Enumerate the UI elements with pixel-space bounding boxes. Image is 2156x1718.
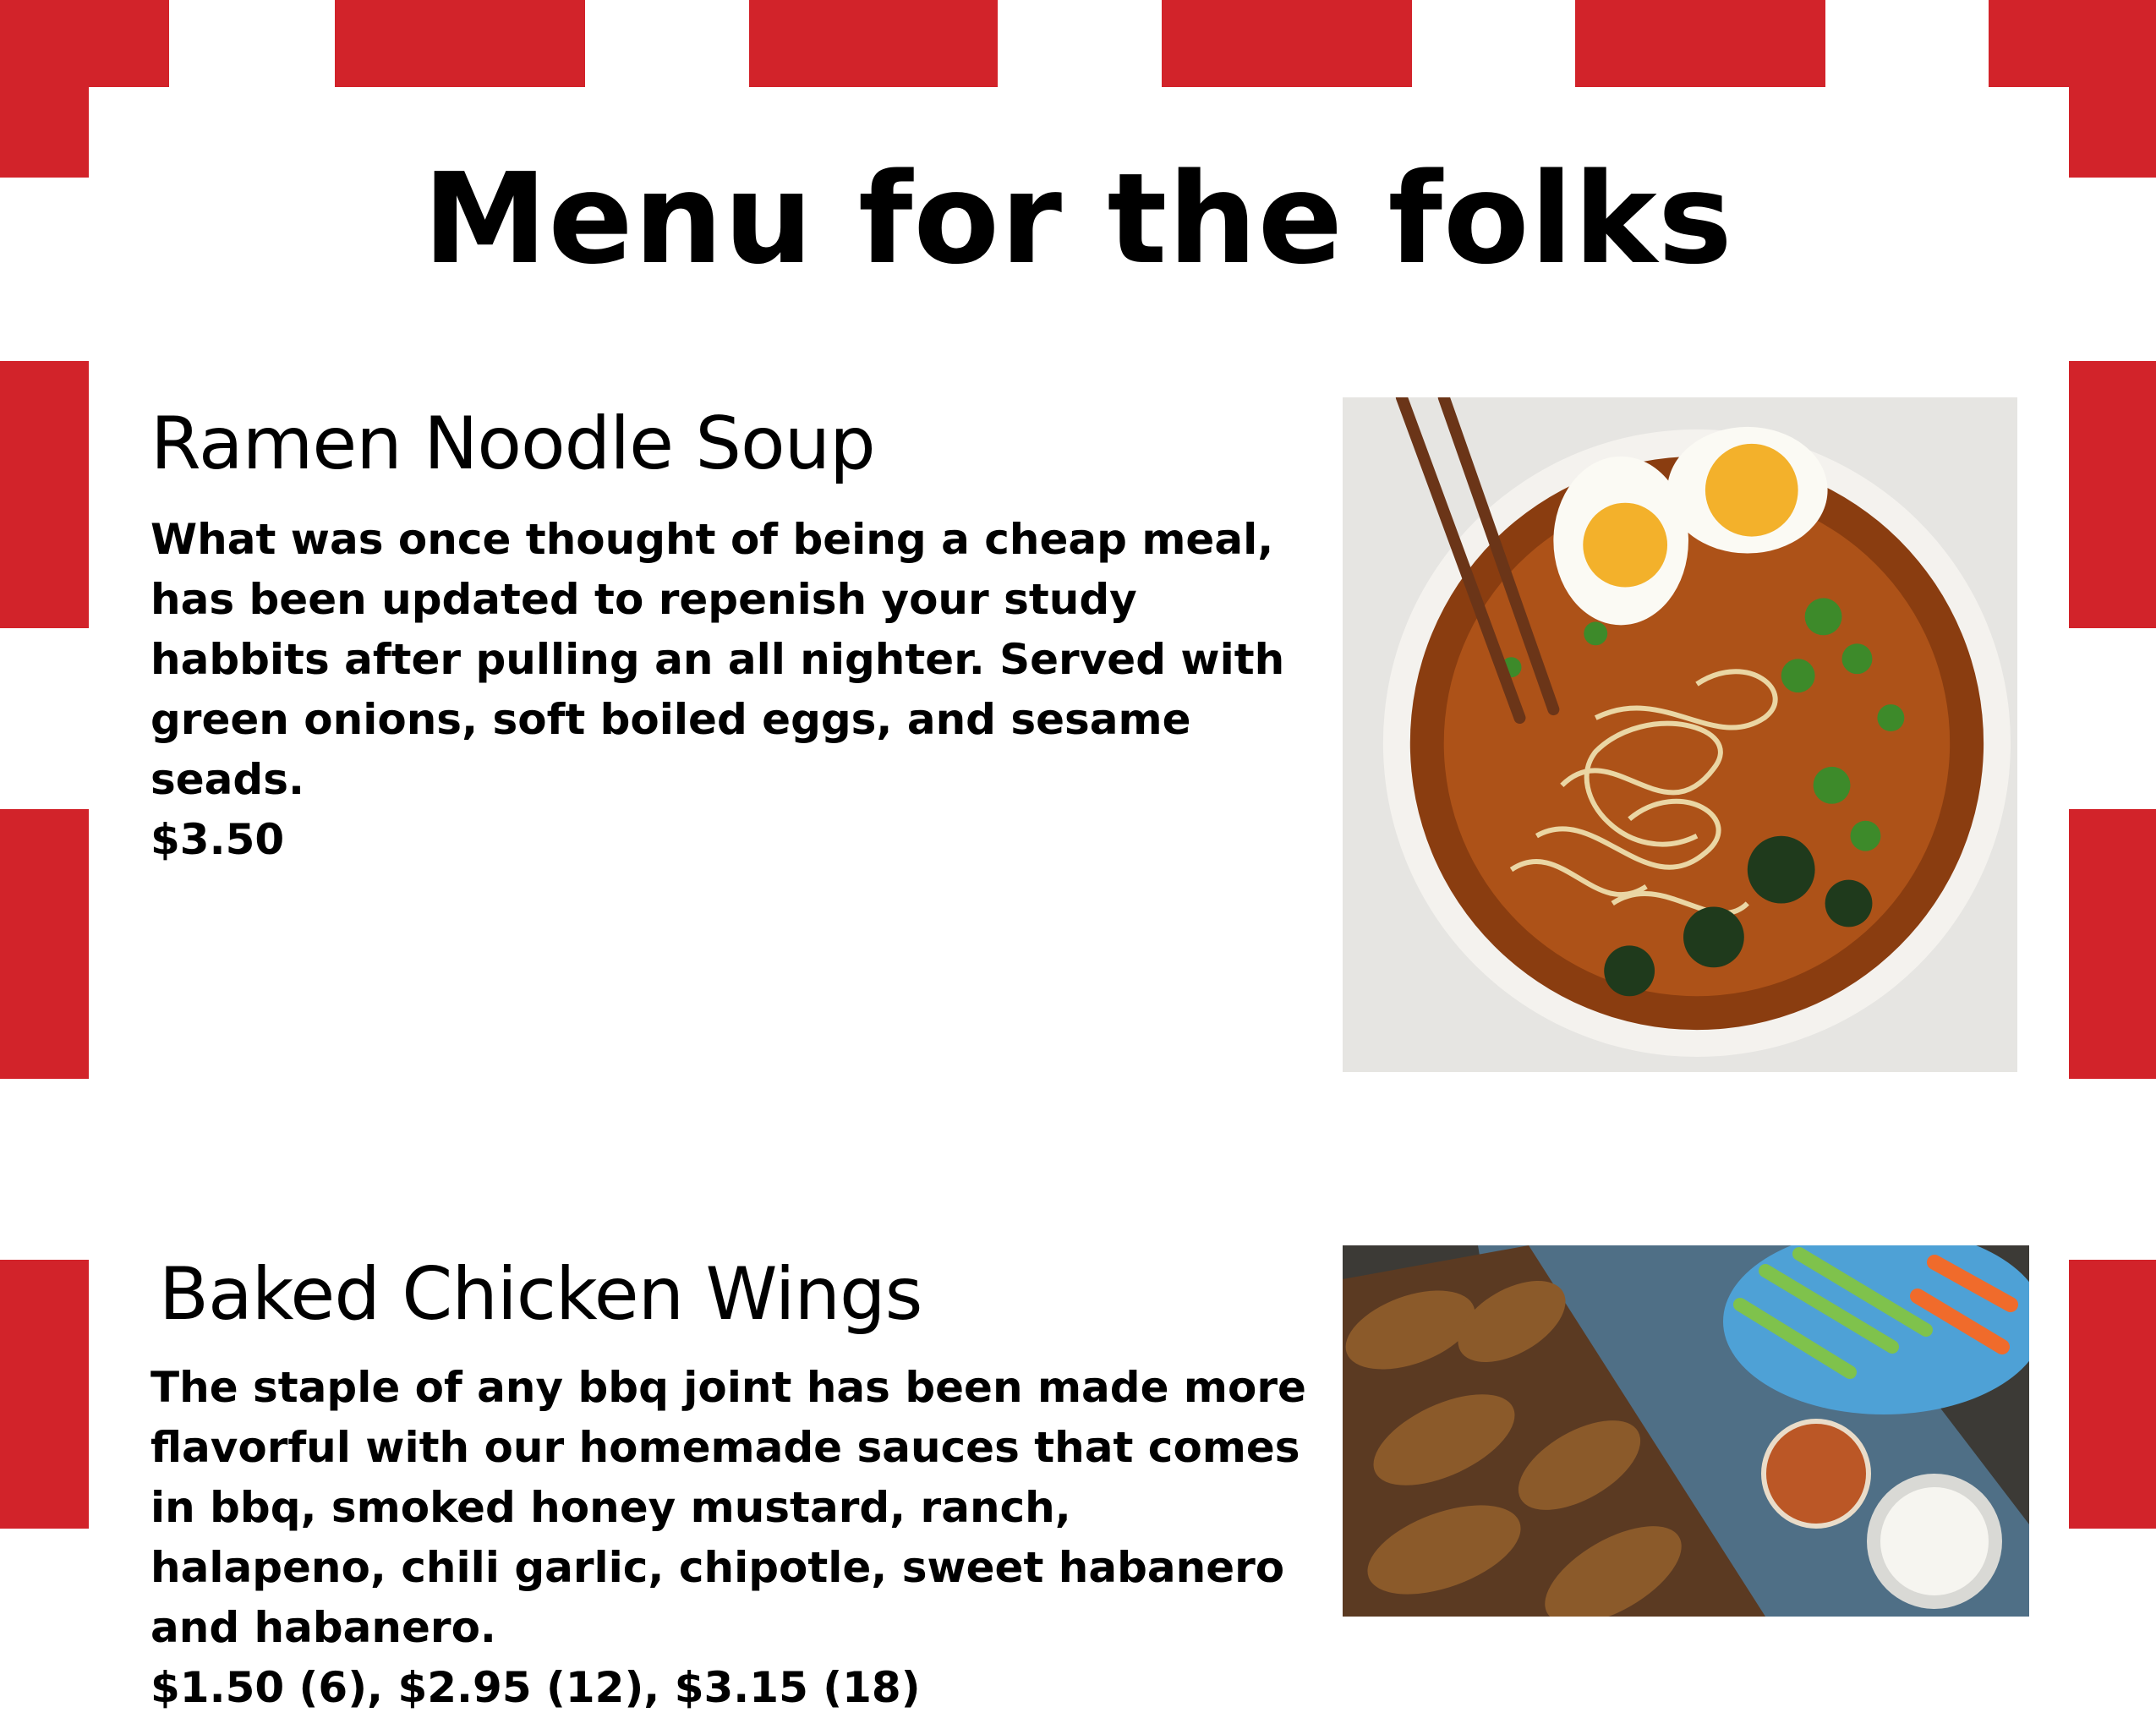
border-band-left-1 [0, 361, 89, 628]
item-name-ramen: Ramen Noodle Soup [150, 402, 875, 486]
item-price-wings: $1.50 (6), $2.95 (12), $3.15 (18) [150, 1663, 921, 1712]
border-band-top-1 [0, 0, 169, 87]
item-description-wings [150, 1358, 1309, 1718]
border-band-top-3 [335, 0, 585, 87]
menu-title: Menu for the folks [423, 146, 1733, 292]
border-band-left-2 [0, 809, 89, 1079]
item-name-wings: Baked Chicken Wings [159, 1252, 922, 1337]
border-band-left-3 [0, 1260, 89, 1529]
ramen-bowl-photo [1343, 397, 2017, 1072]
item-description-ramen [150, 510, 1309, 870]
border-band-top-5 [1162, 0, 1412, 87]
item-description-text: What was once thought of being a cheap meal, has been updated to repenish your study habbits after pulling an all nighter. Served with green onions, soft boiled eggs, and sesame seads. [150, 515, 1285, 804]
border-band-top-7 [1989, 0, 2156, 87]
border-band-right-2 [2069, 809, 2156, 1079]
item-price-ramen: $3.50 [150, 815, 285, 864]
border-band-right-3 [2069, 1260, 2156, 1529]
border-band-top-6 [1575, 0, 1825, 87]
chicken-wings-photo [1343, 1245, 2029, 1617]
item-description-text: The staple of any bbq joint has been made more flavorful with our homemade sauces that comes in bbq, smoked honey mustard, ranch, halapeno, chili garlic, chipotle, sweet habanero and habanero. [150, 1363, 1306, 1652]
border-band-right-1 [2069, 361, 2156, 628]
border-band-top-4 [749, 0, 998, 87]
